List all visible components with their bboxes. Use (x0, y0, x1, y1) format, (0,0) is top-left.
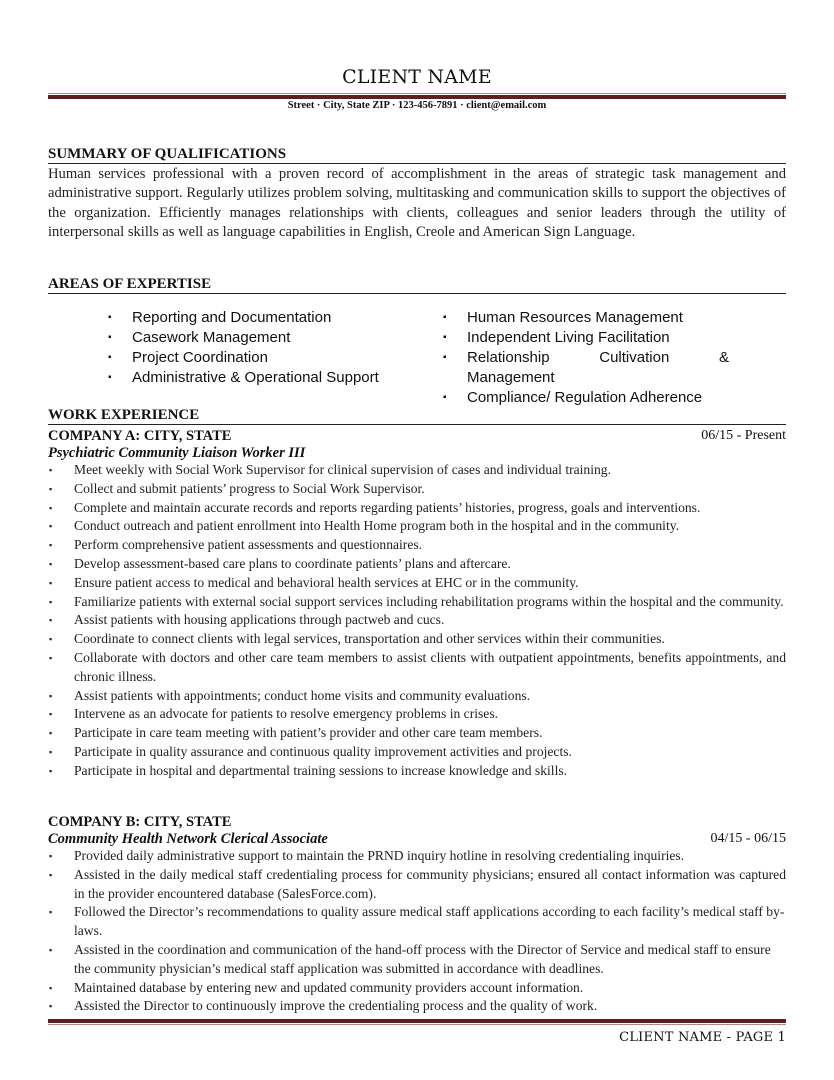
summary-heading: SUMMARY OF QUALIFICATIONS (48, 146, 786, 164)
job-title-row (48, 830, 786, 848)
duty-text: Assisted in the coordination and communication of the hand-off process with the Director of Service and medical staff to ensure the community physician’s medical staff application was submitted in accordance with deadlines. (74, 941, 771, 976)
bullet-icon: ▪ (49, 982, 53, 993)
bullet-icon: ▪ (49, 558, 53, 569)
expertise-item (108, 328, 422, 348)
duty-item (48, 649, 786, 687)
bullet-icon: ▪ (49, 615, 53, 626)
bullet-icon: ▪ (49, 765, 53, 776)
job-duties-list (48, 847, 786, 1016)
duty-item (48, 762, 786, 781)
job-dates: 06/15 - Present (701, 428, 786, 443)
company-name: COMPANY A: CITY, STATE (48, 428, 232, 444)
bullet-icon: ▪ (49, 502, 53, 513)
job-title: Community Health Network Clerical Associate (48, 831, 328, 847)
expertise-item-label: Compliance/ Regulation Adherence (467, 389, 703, 406)
duty-item (48, 743, 786, 762)
bullet-icon: ▪ (108, 352, 112, 363)
duty-text: Assisted the Director to continuously improve the credentialing process and the quality of work. (74, 998, 598, 1014)
bullet-icon: ▪ (49, 521, 53, 532)
duty-text: Intervene as an advocate for patients to resolve emergency problems in crises. (74, 706, 499, 722)
expertise-list-right (443, 308, 729, 408)
expertise-item (443, 328, 729, 348)
company-name: COMPANY B: CITY, STATE (48, 814, 232, 830)
duty-item (48, 847, 786, 866)
expertise-item-label: Project Coordination (132, 349, 268, 366)
summary-text: Human services professional with a proven record of accomplishment in the areas of strategic task management and administrative support. Regularly utilizes problem solving, multitasking and communication skills to support the objectives of the organization. Efficiently manages relationships with clients, colleagues and senior leaders through the utility of interpersonal skills as well as language capabilities in English, Creole and American Sign Language. (48, 166, 786, 240)
job-duties-list (48, 461, 786, 781)
duty-item (48, 941, 786, 979)
duty-text: Perform comprehensive patient assessments and questionnaires. (74, 537, 423, 553)
duty-text: Develop assessment-based care plans to coordinate patients’ plans and aftercare. (74, 555, 511, 571)
expertise-item (108, 368, 422, 388)
bullet-icon: ▪ (443, 332, 447, 343)
bullet-icon: ▪ (49, 540, 53, 551)
job-company-row (48, 813, 786, 831)
bullet-icon: ▪ (108, 312, 112, 323)
expertise-item-label: Independent Living Facilitation (467, 329, 670, 346)
duty-text: Familiarize patients with external social support services including rehabilitation programs within the hospital and the community. (74, 593, 784, 609)
duty-text: Collaborate with doctors and other care team members to assist clients with outpatient appointments, benefits appointments, and chronic illness. (74, 649, 786, 684)
contact-info: Street · City, State ZIP · 123-456-7891 · client@email.com (287, 100, 547, 111)
expertise-item (108, 308, 422, 328)
duty-text: Conduct outreach and patient enrollment into Health Home program both in the hospital and in the community. (74, 518, 680, 534)
bullet-icon: ▪ (443, 392, 447, 403)
expertise-heading: AREAS OF EXPERTISE (48, 276, 786, 294)
page-footer: CLIENT NAME - PAGE 1 (619, 1030, 786, 1045)
duty-item (48, 536, 786, 555)
duty-item (48, 705, 786, 724)
duty-text: Meet weekly with Social Work Supervisor for clinical supervision of cases and individual training. (74, 462, 611, 477)
expertise-list-left (108, 308, 422, 388)
bullet-icon: ▪ (49, 652, 53, 663)
bullet-icon: ▪ (49, 746, 53, 757)
duty-item (48, 480, 786, 499)
duty-text: Assist patients with housing applications through pactweb and cucs. (74, 612, 445, 628)
job-company-row (48, 427, 786, 445)
bullet-icon: ▪ (443, 312, 447, 323)
duty-text: Participate in quality assurance and continuous quality improvement activities and projects. (74, 743, 572, 759)
expertise-item-label: Casework Management (132, 329, 291, 346)
bullet-icon: ▪ (49, 483, 53, 494)
duty-text: Provided daily administrative support to maintain the PRND inquiry hotline in resolving credentialing inquiries. (74, 848, 685, 863)
duty-item (48, 593, 786, 612)
duty-item (48, 499, 786, 518)
duty-text: Ensure patient access to medical and behavioral health services at EHC or in the community. (74, 574, 579, 590)
header-divider (48, 93, 786, 99)
duty-text: Complete and maintain accurate records and reports regarding patients’ histories, progress, goals and interventions. (74, 499, 701, 515)
job-title: Psychiatric Community Liaison Worker III (48, 445, 306, 461)
bullet-icon: ▪ (49, 709, 53, 720)
expertise-item (443, 388, 729, 408)
expertise-item (443, 348, 729, 388)
expertise-item-label: Relationship Cultivation & Management (467, 349, 729, 386)
bullet-icon: ▪ (108, 372, 112, 383)
bullet-icon: ▪ (49, 634, 53, 645)
duty-text: Assist patients with appointments; conduct home visits and community evaluations. (74, 687, 531, 703)
duty-text: Maintained database by entering new and updated community providers account information. (74, 979, 584, 995)
duty-item (48, 517, 786, 536)
duty-item (48, 724, 786, 743)
duty-item (48, 574, 786, 593)
duty-item (48, 866, 786, 904)
duty-item (48, 611, 786, 630)
duty-item (48, 979, 786, 998)
duty-item (48, 997, 786, 1016)
expertise-item (108, 348, 422, 368)
duty-text: Assisted in the daily medical staff credentialing process for community physicians; ensured all contact information was captured in the provider encountered database (SalesForce.com). (74, 866, 786, 901)
duty-text: Followed the Director’s recommendations to quality assure medical staff applications according to each facility’s medical staff by-laws. (74, 904, 785, 939)
duty-text: Coordinate to connect clients with legal services, transportation and other services within their communities. (74, 631, 665, 647)
bullet-icon: ▪ (49, 728, 53, 739)
duty-item (48, 555, 786, 574)
bullet-icon: ▪ (49, 1001, 53, 1012)
bullet-icon: ▪ (49, 907, 53, 918)
duty-text: Participate in care team meeting with patient’s provider and other care team members. (74, 725, 543, 741)
experience-heading: WORK EXPERIENCE (48, 407, 786, 425)
job-dates: 04/15 - 06/15 (710, 831, 786, 846)
duty-item (48, 461, 786, 480)
footer-divider (48, 1019, 786, 1025)
duty-text: Participate in hospital and departmental training sessions to increase knowledge and skills. (74, 762, 568, 778)
client-name-heading: CLIENT NAME (342, 66, 492, 88)
bullet-icon: ▪ (49, 690, 53, 701)
bullet-icon: ▪ (49, 851, 53, 861)
duty-item (48, 903, 786, 941)
duty-item (48, 630, 786, 649)
bullet-icon: ▪ (49, 944, 53, 955)
bullet-icon: ▪ (49, 577, 53, 588)
bullet-icon: ▪ (49, 869, 53, 880)
bullet-icon: ▪ (443, 352, 447, 363)
duty-text: Collect and submit patients’ progress to Social Work Supervisor. (74, 480, 425, 496)
expertise-item-label: Human Resources Management (467, 309, 683, 326)
expertise-item-label: Reporting and Documentation (132, 309, 332, 326)
bullet-icon: ▪ (49, 465, 53, 475)
duty-item (48, 687, 786, 706)
expertise-item (443, 308, 729, 328)
bullet-icon: ▪ (49, 596, 53, 607)
bullet-icon: ▪ (108, 332, 112, 343)
expertise-item-label: Administrative & Operational Support (132, 369, 379, 386)
